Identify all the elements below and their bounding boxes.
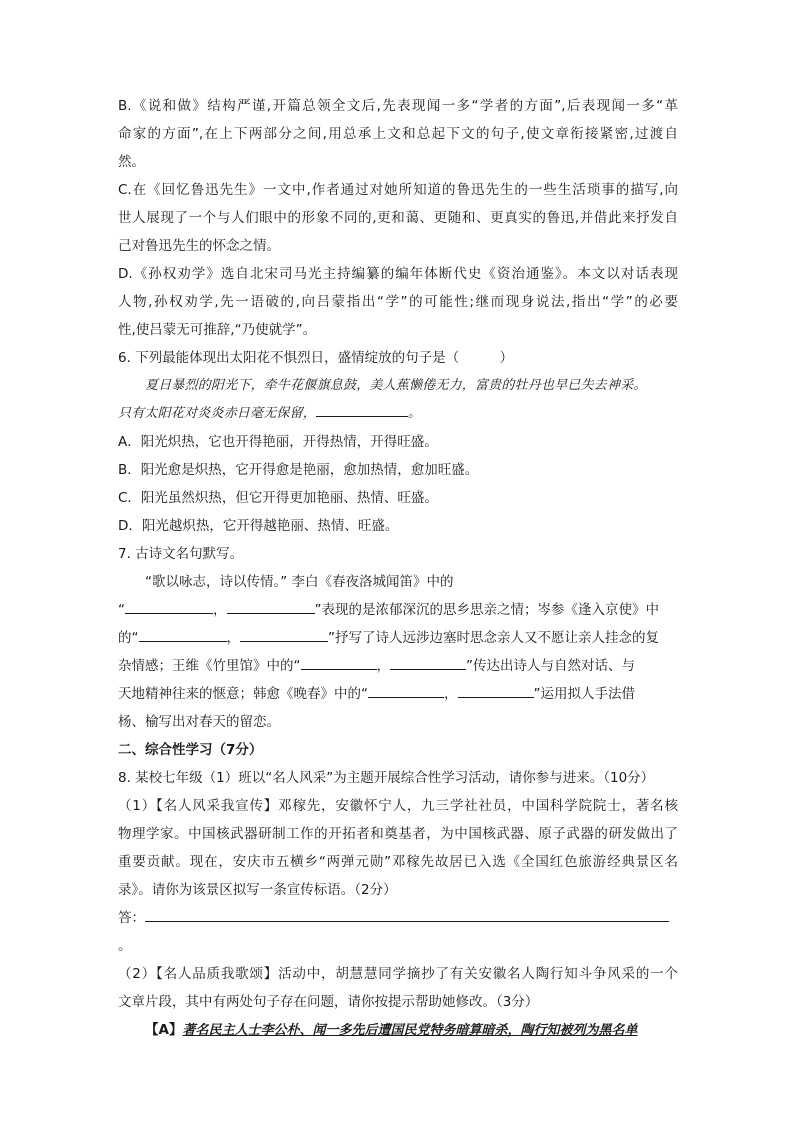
question-8-stem: 8. 某校七年级（1）班以“名人风采”为主题开展综合性学习活动，请你参与进来。（10分）	[118, 770, 655, 786]
q7-l5-a: 天地精神往来的惬意；韩愈《晚春》中的“	[118, 686, 368, 702]
option-b-line-3: 然。	[118, 154, 145, 170]
question-7-line-5	[118, 680, 678, 708]
q7-l5-b: ，	[444, 686, 458, 702]
q7-l2-b: ，	[213, 602, 227, 618]
question-7-line-2	[118, 596, 678, 624]
question-7-line-6: 杨、榆写出对春天的留恋。	[118, 714, 280, 730]
page-content	[118, 92, 678, 1044]
passage-end: 。	[408, 406, 422, 421]
blank-8[interactable]	[458, 682, 534, 698]
question-7-line-1: “歌以咏志，诗以传情。” 李白《春夜洛城闻笛》中的	[145, 574, 454, 590]
option-c-line-2: 世人展现了一个与人们眼中的形象不同的,更和蔼、更随和、更真实的鲁迅,并借此来抒发自	[118, 210, 678, 226]
question-7-stem: 7. 古诗文名句默写。	[118, 546, 244, 562]
q7-l4-a: 杂情感；王维《竹里馆》中的“	[118, 658, 301, 674]
passage-text: 只有太阳花对炎炎赤日毫无保留，	[118, 406, 317, 421]
blank-3[interactable]	[139, 626, 227, 642]
question-8-part-1-line-4: 录》。请你为该景区拟写一条宣传标语。（2分）	[118, 882, 397, 898]
question-6-option-c: C．阳光虽然炽热，但它开得更加艳丽、热情、旺盛。	[118, 490, 438, 506]
blank-6[interactable]	[390, 654, 466, 670]
option-d-line-3: 性,使吕蒙无可推辞,“乃使就学”。	[118, 322, 317, 338]
question-8-part-1-line-2: 物理学家。中国核武器研制工作的开拓者和奠基者，为中国核武器、原子武器的研发做出了	[118, 826, 678, 842]
option-c-line-1: C.在《回忆鲁迅先生》一文中,作者通过对她所知道的鲁迅先生的一些生活琐事的描写,向	[118, 182, 678, 198]
blank-2[interactable]	[227, 598, 315, 614]
question-6-passage-line-2	[118, 400, 678, 428]
answer-input-line[interactable]	[145, 906, 669, 922]
option-d-line-2: 人物,孙权劝学,先一语破的,向吕蒙指出“学”的可能性;继而现身说法,指出“学”的必要	[118, 294, 678, 310]
question-6-passage-line-1: 夏日暴烈的阳光下，牵牛花偃旗息鼓，美人蕉懒倦无力，富贵的牡丹也早已失去神采。	[145, 378, 647, 393]
quote-a-line	[118, 1016, 678, 1044]
q7-l3-a: 的“	[118, 630, 139, 646]
question-6-option-a: A．阳光炽热，它也开得艳丽，开得热情，开得旺盛。	[118, 434, 438, 450]
option-c-line-3: 己对鲁迅先生的怀念之情。	[118, 238, 280, 254]
option-b-line-1: B.《说和做》结构严谨,开篇总领全文后,先表现闻一多“学者的方面”,后表现闻一多“革	[118, 98, 678, 114]
answer-end: 。	[118, 938, 132, 954]
blank-5[interactable]	[301, 654, 377, 670]
question-8-part-1-line-1: （1）【名人风采我宣传】邓稼先，安徽怀宁人，九三学社社员，中国科学院院士，著名核	[118, 798, 678, 814]
quote-a-text: 著名民主人士李公朴、闻一多先后遭国民党特务暗算暗杀，陶行知被列为黑名单	[182, 1023, 638, 1038]
q7-l5-c: ”运用拟人手法借	[533, 686, 635, 702]
question-6-option-d: D．阳光越炽热，它开得越艳丽、热情、旺盛。	[118, 518, 399, 534]
quote-a-label: 【A】	[145, 1022, 183, 1038]
option-b-line-2: 命家的方面”,在上下两部分之间,用总承上文和总起下文的句子,使文章衔接紧密,过渡自	[118, 126, 678, 142]
question-6-option-b: B．阳光愈是炽热，它开得愈是艳丽，愈加热情，愈加旺盛。	[118, 462, 479, 478]
q7-l3-b: ，	[226, 630, 240, 646]
blank-1[interactable]	[125, 598, 213, 614]
question-8-part-1-line-3: 重要贡献。现在，安庆市五横乡“两弹元勋”邓稼先故居已入选《全国红色旅游经典景区名	[118, 854, 678, 870]
question-8-part-2-line-1: （2）【名人品质我歌颂】活动中，胡慧慧同学摘抄了有关安徽名人陶行知斗争风采的一个	[118, 966, 678, 982]
q7-l4-b: ，	[376, 658, 390, 674]
question-7-line-4	[118, 652, 678, 680]
q7-l2-a: “	[118, 602, 125, 618]
blank-7[interactable]	[368, 682, 444, 698]
answer-label: 答：	[118, 910, 145, 926]
question-8-part-2-line-2: 文章片段，其中有两处句子存在问题，请你按提示帮助她修改。（3分）	[118, 994, 539, 1010]
q7-l2-c: ”表现的是浓郁深沉的思乡思亲之情；岑参《逢入京使》中	[314, 602, 659, 618]
question-6-stem: 6. 下列最能体现出太阳花不惧烈日，盛情绽放的句子是（ ）	[118, 350, 514, 366]
q7-l3-c: ”抒写了诗人远涉边塞时思念亲人又不愿让亲人挂念的复	[328, 630, 659, 646]
section-2-title: 二、综合性学习（7分）	[118, 742, 263, 758]
option-d-line-1: D.《孙权劝学》选自北宋司马光主持编纂的编年体断代史《资治通鉴》。本文以对话表现	[118, 266, 678, 282]
blank-4[interactable]	[240, 626, 328, 642]
answer-line	[118, 904, 678, 932]
question-7-line-3	[118, 624, 678, 652]
passage-blank[interactable]	[316, 401, 408, 417]
q7-l4-c: ”传达出诗人与自然对话、与	[466, 658, 635, 674]
